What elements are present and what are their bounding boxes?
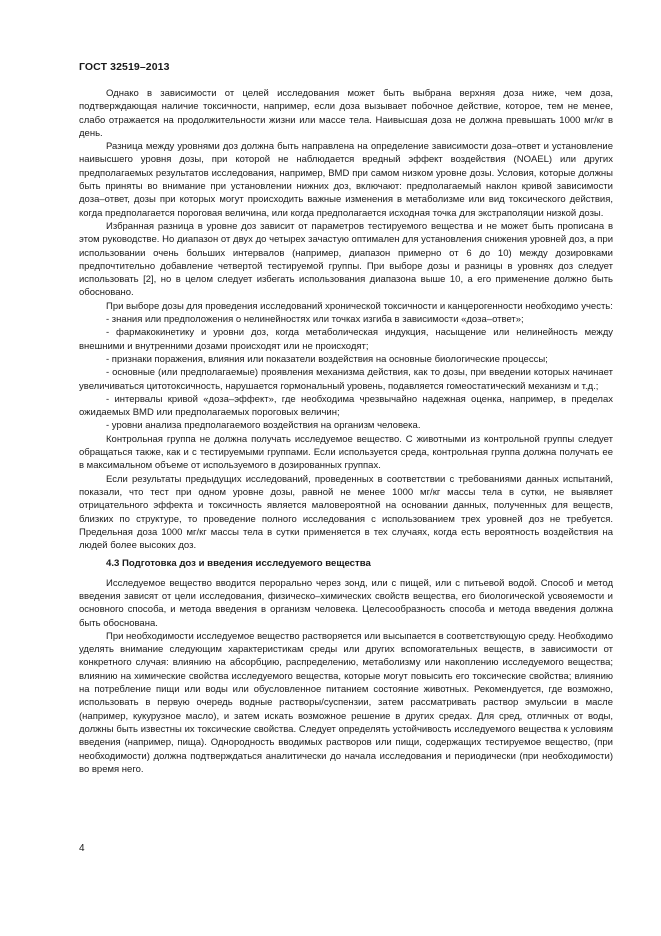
- paragraph: При выборе дозы для проведения исследований хронической токсичности и канцерогенности необходимо учесть:: [106, 300, 613, 312]
- paragraph: При необходимости исследуемое вещество растворяется или высыпается в соответствующую среду. Необходимо уделять внимание следующим характеристикам среды или других вспомогательных веществ, в зависимости от конкретного случая: влиянию на абсорбцию, распределению, метаболизму или накоплению исследуемого вещества; влиянию на химические свойства исследуемого вещества, которые могут повысить его токсические свойства; влиянию на потребление пищи или воды или обусловленное питанием состояние животных. Рекомендуется, где возможно, использовать в первую очередь водные растворы/суспензии, затем рассматривать раствор эмульсии в масле (например, кукурузное масло), и затем искать возможное решение в других средах. Для сред, отличных от воды, должны быть известны их токсические свойства. Следует определять устойчивость исследуемого вещества к условиям введения (например, пища). Однородность вводимых растворов или пищи, содержащих тестируемое вещество, (при необходимости) должна подтверждаться аналитически до начала исследования и периодически (при необходимости) во время него.: [79, 630, 613, 775]
- paragraph: Однако в зависимости от целей исследования может быть выбрана верхняя доза ниже, чем доза, подтверждающая наличие токсичности, например, если доза вызывает побочное действие, которое, тем не менее, слабо отражается на продолжительности жизни или массе тела. Наивысшая доза не должна превышать 1000 мг/кг в день.: [79, 88, 613, 139]
- section-heading: 4.3 Подготовка доз и введения исследуемого вещества: [106, 558, 371, 570]
- list-item: - основные (или предполагаемые) проявления механизма действия, как то дозы, при введении которых начинает увеличиваться цитотоксичность, нарушается гормональный уровень, подавляется гомеостатический механизм и т.д.;: [79, 367, 613, 392]
- paragraph: Если результаты предыдущих исследований, проведенных в соответствии с требованиями данных испытаний, показали, что тест при одном уровне дозы, равной не менее 1000 мг/кг массы тела в сутки, не выявляет отрицательного эффекта и токсичность является маловероятной на основании данных, полученных для веществ, близких по структуре, то проведение полного исследования с использованием трех уровней доз не требуется. Предельная доза 1000 мг/кг массы тела в сутки применяется в тех случаях, когда есть вероятность воздействия на людей более высоких доз.: [79, 473, 613, 552]
- list-item: - знания или предположения о нелинейностях или точках изгиба в зависимости «доза–ответ»;: [106, 314, 524, 326]
- list-item: - уровни анализа предполагаемого воздействия на организм человека.: [106, 420, 421, 432]
- paragraph: Избранная разница в уровне доз зависит от параметров тестируемого вещества и не может быть прописана в этом руководстве. Но диапазон от двух до четырех зачастую оптимален для установления снижения уровней доз, а при использовании очень больших интервалов (например, диапазон примерно от 6 до 10) между дозировками предпочтительно добавление четвертой тестируемой группы. При выборе дозы и разницы в уровнях доз следует использовать [2], но в целом следует избегать использования диапазона выше 10, а его применение должно быть обосновано.: [79, 220, 613, 299]
- list-item: - фармакокинетику и уровни доз, когда метаболическая индукция, насыщение или нелинейность между внешними и внутренними дозами происходят или не происходят;: [79, 327, 613, 352]
- page-content: [79, 87, 613, 776]
- list-item: - интервалы кривой «доза–эффект», где необходима чрезвычайно надежная оценка, например, в пределах ожидаемых BMD или предполагаемых пороговых величин;: [79, 393, 613, 419]
- paragraph: Контрольная группа не должна получать исследуемое вещество. С животными из контрольной группы следует обращаться также, как и с тестируемыми группами. Если используется среда, контрольная группа должна получать ее в максимальном объеме от используемого в дозированных группах.: [79, 433, 613, 472]
- list-item: - признаки поражения, влияния или показатели воздействия на основные биологические процессы;: [106, 353, 548, 365]
- document-header: ГОСТ 32519–2013: [79, 61, 170, 73]
- paragraph: Исследуемое вещество вводится перорально через зонд, или с пищей, или с питьевой водой. Способ и метод введения зависят от цели исследования, физическо–химических свойств вещества, его биологической усвояемости и основного способа, и метода введения в организм человека. Целесообразность способа и метода введения должна быть обоснована.: [79, 577, 613, 629]
- page-number: 4: [79, 843, 85, 854]
- paragraph: Разница между уровнями доз должна быть направлена на определение зависимости доза–ответ и установление наивысшего уровня дозы, при которой не наблюдается вредный эффект воздействия (NOAEL) или других предполагаемых результатов исследования, например, BMD при самом низком уровне дозы. Условия, которые должны быть приняты во внимание при установлении нижних доз, включают: предполагаемый наклон кривой зависимости доза–ответ, дозы при которых могут происходить важные изменения в метаболизме или вид токсического действия, когда предполагается пороговая величина, или когда предполагается исходная точка для экстраполяции низкой дозы.: [79, 141, 613, 219]
